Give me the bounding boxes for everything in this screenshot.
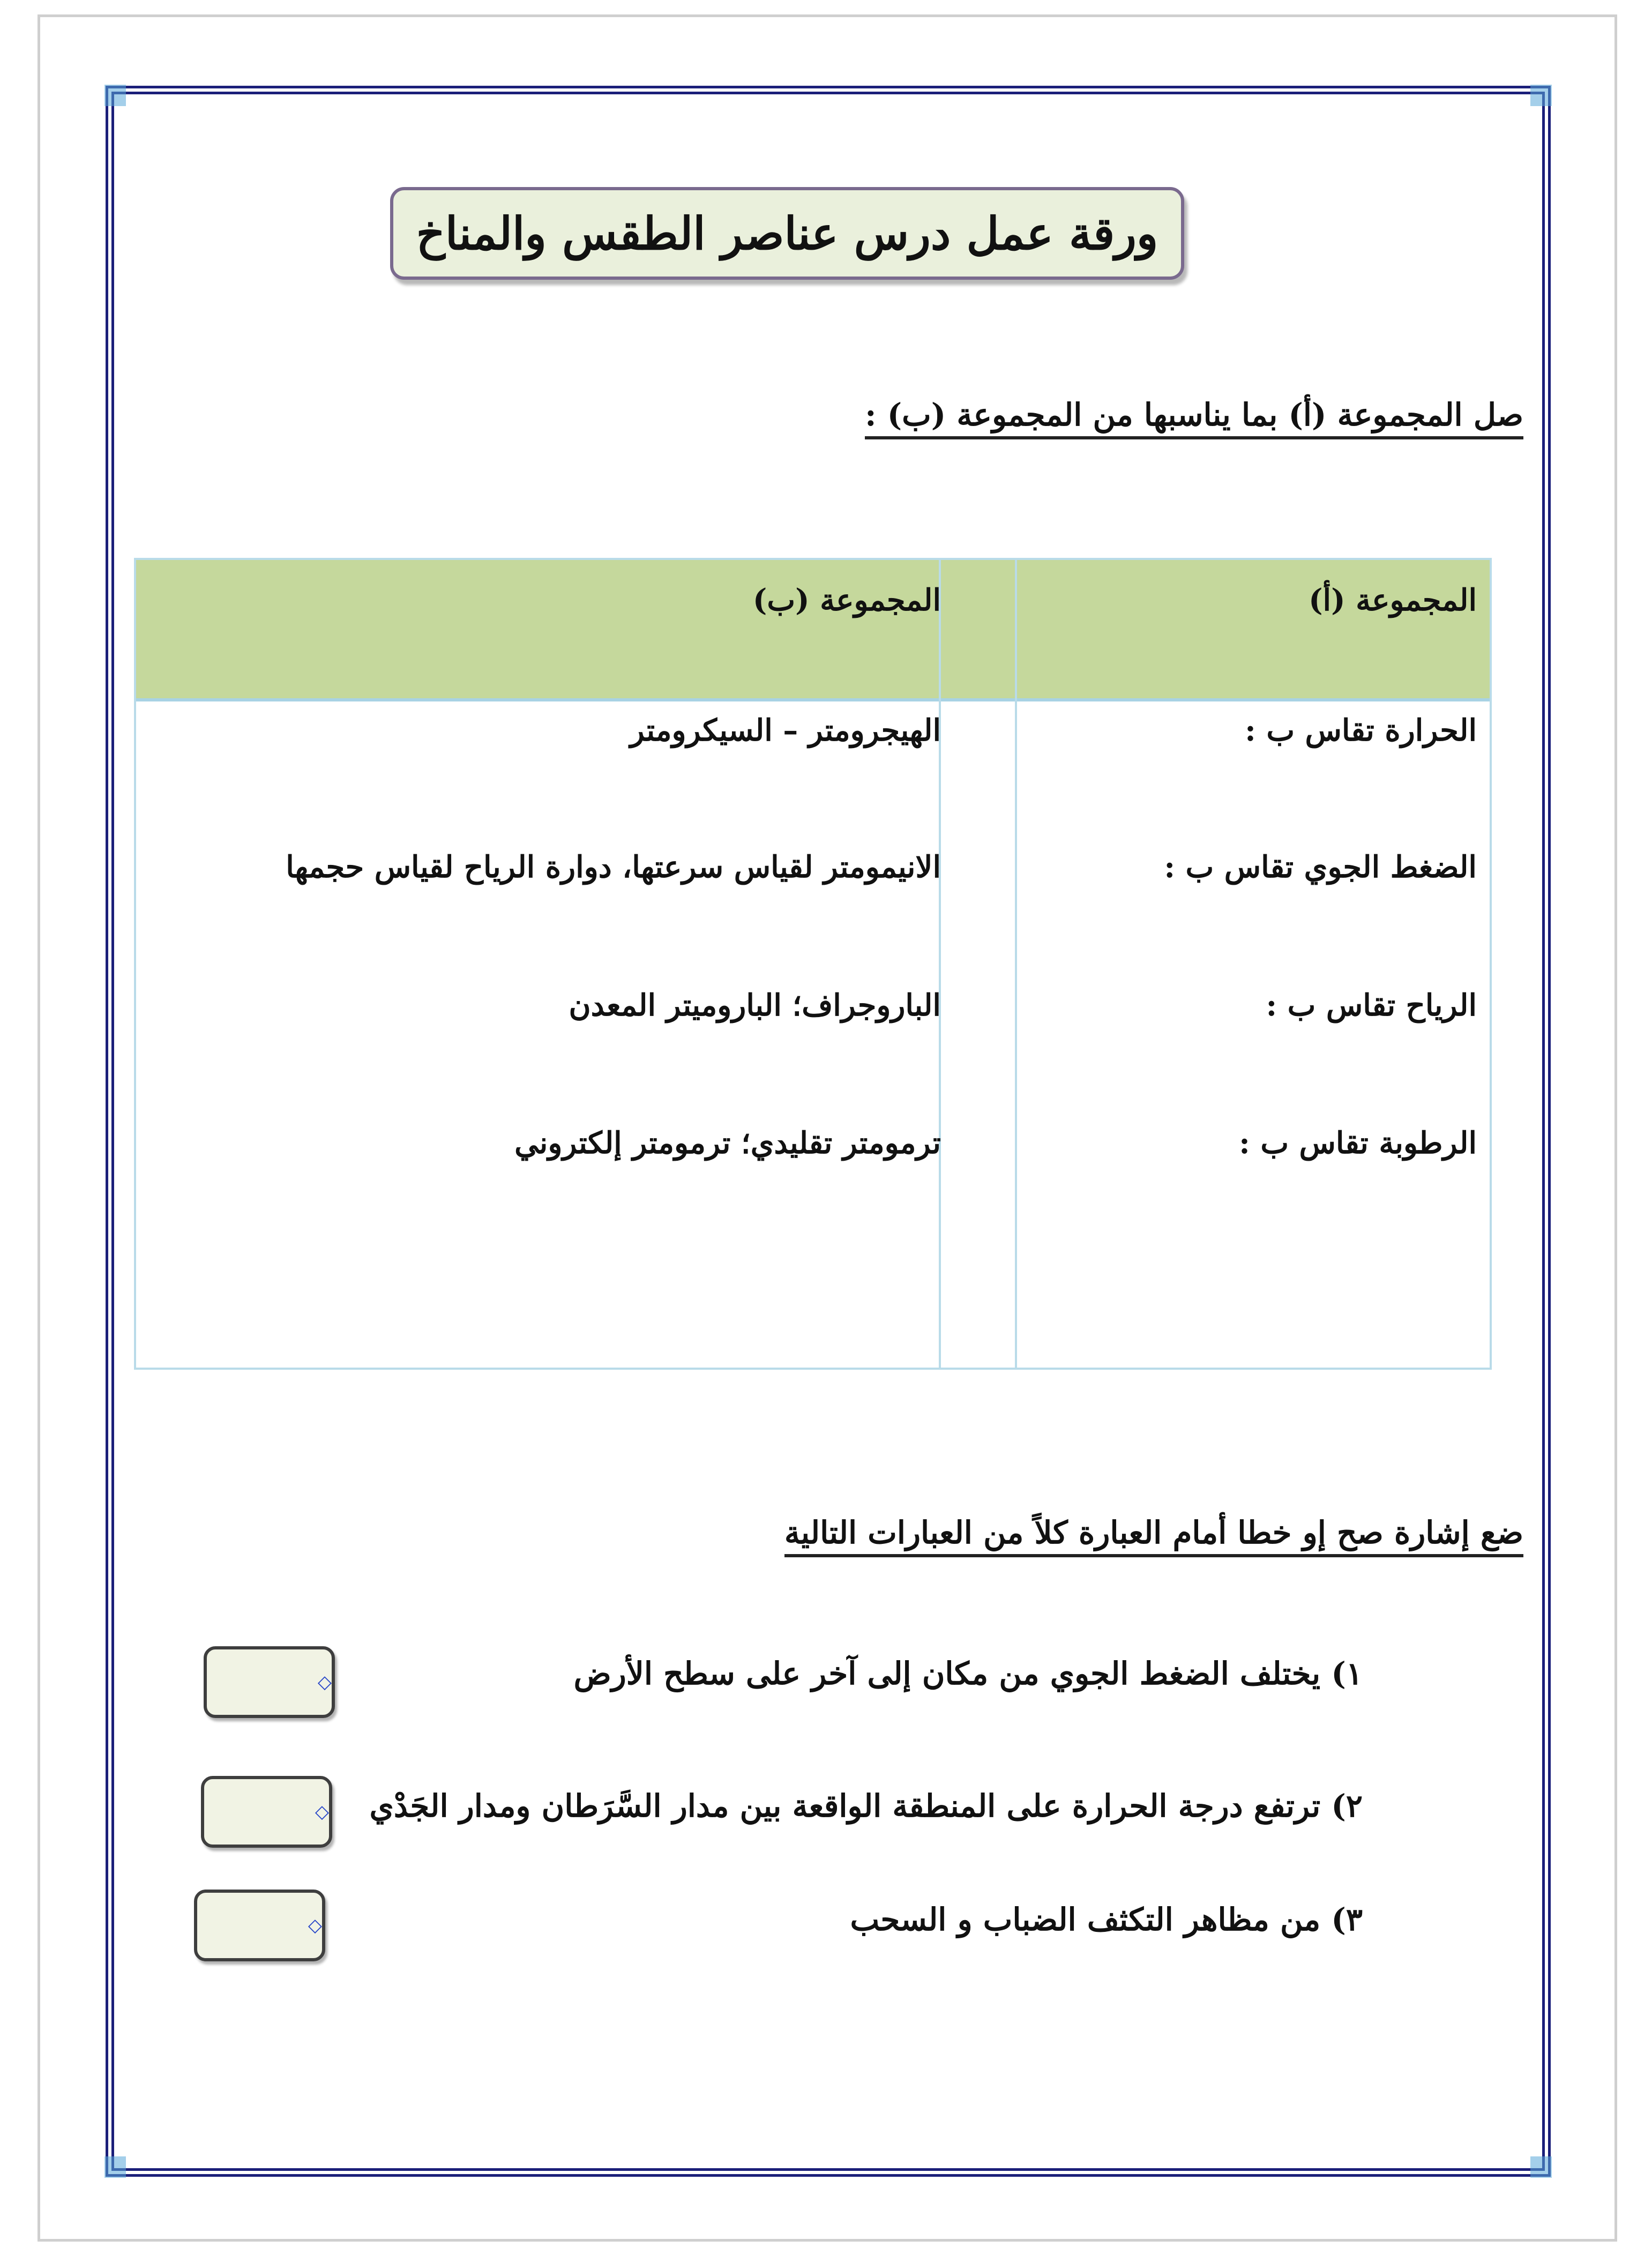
worksheet-title bbox=[390, 187, 1184, 280]
group-a-item: الضغط الجوي تقاس ب : bbox=[1164, 849, 1477, 885]
matching-instruction: صل المجموعة (أ) بما يناسبها من المجموعة (ب) : bbox=[865, 397, 1523, 439]
group-b-item: الباروجراف؛ الباروميتر المعدن bbox=[569, 988, 941, 1023]
select-arrow-icon: ◇ bbox=[315, 1801, 329, 1823]
corner-mark bbox=[1530, 2156, 1552, 2178]
select-arrow-icon: ◇ bbox=[308, 1915, 322, 1936]
statement-3: ٣) من مظاهر التكثف الضباب و السحب bbox=[850, 1901, 1363, 1938]
group-a-item: الحرارة تقاس ب : bbox=[1245, 713, 1477, 748]
select-arrow-icon: ◇ bbox=[317, 1671, 332, 1693]
answer-select-2[interactable] bbox=[201, 1776, 332, 1848]
answer-select-1[interactable] bbox=[204, 1646, 335, 1718]
corner-mark bbox=[104, 85, 126, 106]
group-b-item: الهيجرومتر – السيكرومتر bbox=[630, 713, 941, 748]
corner-mark bbox=[1530, 85, 1552, 106]
group-b-item: ترمومتر تقليدي؛ ترمومتر إلكتروني bbox=[514, 1125, 941, 1161]
group-b-item: الانيمومتر لقياس سرعتها، دوارة الرياح لقياس حجمها bbox=[286, 849, 941, 885]
column-divider bbox=[1015, 560, 1017, 1368]
column-divider bbox=[939, 560, 941, 1368]
statement-2: ٢) ترتفع درجة الحرارة على المنطقة الواقعة بين مدار السَّرَطان ومدار الجَدْي bbox=[369, 1788, 1363, 1824]
statement-1: ١) يختلف الضغط الجوي من مكان إلى آخر على سطح الأرض bbox=[573, 1655, 1363, 1692]
matching-table bbox=[134, 558, 1492, 1370]
worksheet-title-text: ورقة عمل درس عناصر الطقس والمناخ bbox=[416, 207, 1158, 260]
answer-select-3[interactable] bbox=[194, 1890, 325, 1961]
corner-mark bbox=[104, 2156, 126, 2178]
table-header-row bbox=[136, 560, 1490, 701]
group-a-item: الرطوبة تقاس ب : bbox=[1239, 1125, 1477, 1161]
true-false-instruction: ضع إشارة صح إو خطا أمام العبارة كلاً من العبارات التالية bbox=[784, 1514, 1523, 1557]
header-group-a: المجموعة (أ) bbox=[1309, 583, 1477, 618]
header-group-b: المجموعة (ب) bbox=[752, 583, 941, 618]
group-a-item: الرياح تقاس ب : bbox=[1266, 988, 1477, 1023]
